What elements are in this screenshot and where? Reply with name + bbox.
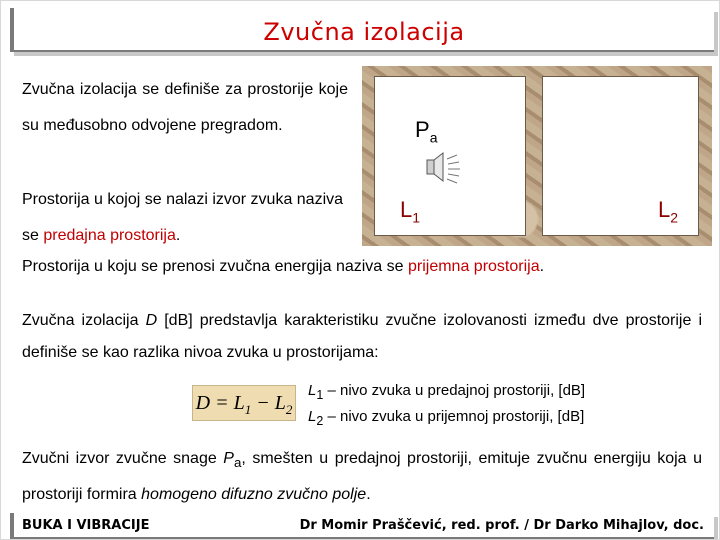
intro-paragraph: Zvučna izolacija se definiše za prostorije koje su međusobno odvojene pregradom. [22,81,348,134]
sending-room-term: predajna prostorija [43,227,176,244]
level-l1-label [400,197,420,225]
legend-l2 [308,408,584,428]
formula-sub1: 1 [244,402,252,417]
legend-l1-text: – nivo zvuka u predajnoj prostoriji, [dB] [323,382,586,399]
speaker-icon [423,147,463,187]
legend-l2-subscript: 2 [316,414,324,428]
title-bar [10,8,714,52]
sending-room-text: Prostorija u kojoj se nalazi izvor zvuka naziva se [22,191,344,244]
formula-box [192,385,296,421]
source-power-subscript: a [429,129,438,146]
receiving-room-period: . [539,258,545,275]
formula-lhs: D = L [195,392,245,414]
source-power-label [415,117,437,145]
source-text-start: Zvučni izvor zvučne snage [22,450,224,467]
source-variable: P [223,450,234,467]
definition-text-start: Zvučna izolacija [22,312,146,329]
legend-l2-text: – nivo zvuka u prijemnoj prostoriji, [dB] [323,408,585,425]
formula-sub2: 2 [285,402,293,417]
sending-room-paragraph [22,182,358,254]
footer-bar [10,513,714,539]
source-text-middle: , smešten u predajnoj prostoriji, emituje zvučnu energiju koja u prostoriji formira [22,450,702,504]
legend-l1-symbol: L [308,382,317,399]
definition-variable: D [145,312,158,329]
receiving-room-text: Prostorija u koju se prenosi zvučna energija naziva se [22,258,408,275]
footer-authors: Dr Momir Praščević, red. prof. / Dr Darko Mihajlov, doc. [299,518,704,533]
level-l2-subscript: 2 [670,209,679,226]
receiving-room-paragraph [22,258,702,276]
definition-paragraph [22,305,702,369]
level-l2-symbol: L [658,197,671,222]
level-l1-symbol: L [400,197,413,222]
slide-title: Zvučna izolacija [263,18,465,46]
legend-l2-symbol: L [308,408,317,425]
source-variable-subscript: a [233,455,242,471]
source-power-symbol: P [415,117,430,142]
footer-course-name: BUKA I VIBRACIJE [22,518,150,533]
receiving-room-term: prijemna prostorija [407,258,540,275]
definition-unit: [dB] [164,312,193,329]
level-l1-subscript: 1 [412,209,421,226]
formula-minus: − L [251,392,286,414]
source-emphasis: homogeno difuzno zvučno polje [141,486,367,504]
definition-text-end: predstavlja karakteristiku zvučne izolovanosti između dve prostorije i definiše se kao razlika nivoa zvuka u prostorijama: [22,312,703,361]
sending-room-box [374,76,526,236]
source-paragraph [22,443,702,511]
rooms-illustration [362,66,712,246]
slide-content [10,60,710,515]
source-period: . [366,486,371,504]
receiving-room-box [542,76,699,236]
sending-room-period: . [175,227,181,244]
legend-l1 [308,382,585,402]
legend-l1-subscript: 1 [316,388,324,402]
level-l2-label [658,197,678,225]
